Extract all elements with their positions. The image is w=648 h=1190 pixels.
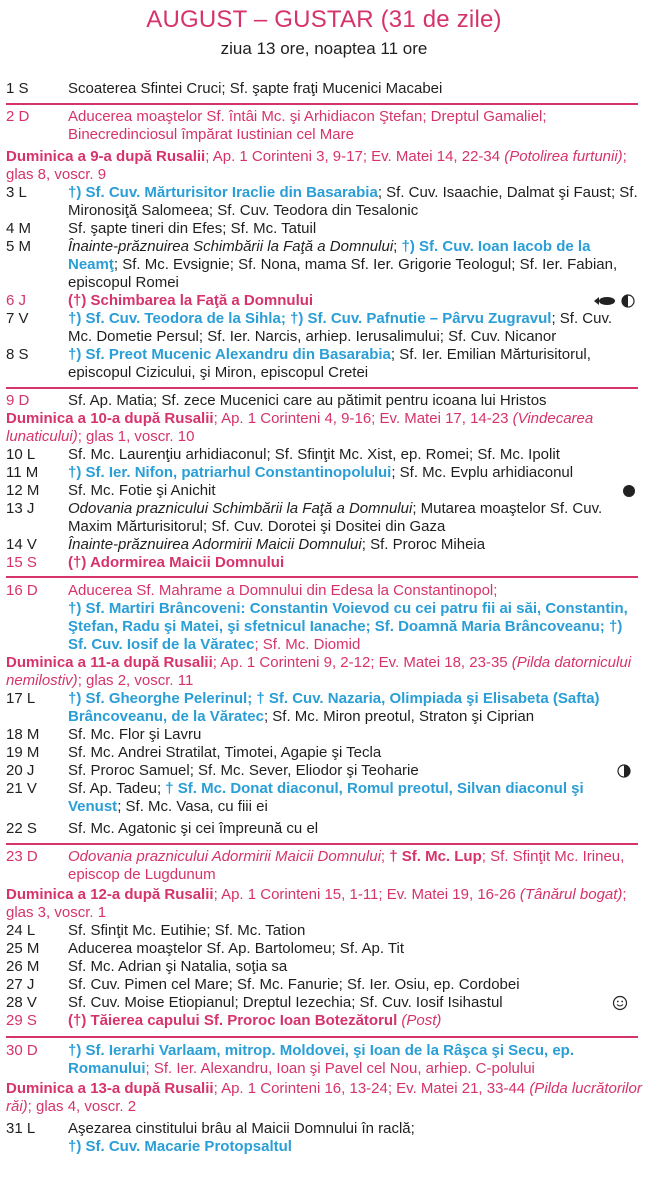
sunday-reading-10	[6, 410, 642, 446]
day-text: Sf. Sfinţit Mc. Eutihie; Sf. Mc. Tation	[68, 922, 306, 939]
day-text: ; Sf. Mc. Vasa, cu fiii ei	[117, 798, 268, 815]
sunday-title: Duminica a 11-a după Rusalii	[6, 654, 213, 671]
day-text: Sf. Mc. Andrei Stratilat, Timotei, Agapie şi Tecla	[68, 744, 382, 761]
week-separator	[6, 387, 638, 389]
sunday-tone: ; glas 3, voscr. 1	[6, 886, 627, 921]
day-text: Sf. şapte tineri din Efes; Sf. Mc. Tatuil	[68, 220, 317, 237]
day-number: 10 L	[6, 446, 36, 463]
day-number: 29 S	[6, 1012, 37, 1029]
sunday-readings: ; Ap. 1 Corinteni 15, 1-11; Ev. Matei 19, 16-26	[213, 886, 516, 903]
day-text-lead: Sf. Ap. Tadeu;	[68, 780, 166, 797]
day-number: 23 D	[6, 848, 38, 865]
feast-highlight: † Sf. Mc. Donat diaconul, Romul preotul, Silvan diaconul şi Venust	[68, 780, 584, 815]
day-text: ; Sf. Mc. Evsignie; Sf. Nona, mama Sf. Ier. Grigorie Teologul; Sf. Ier. Fabian, episcopul Romei	[68, 256, 618, 291]
sunday-title: Duminica a 13-a după Rusalii	[6, 1080, 214, 1097]
sunday-parable: (Pilda datornicului nemilostiv)	[6, 654, 632, 689]
sunday-readings: ; Ap. 1 Corinteni 16, 13-24; Ev. Matei 21, 33-44	[213, 1080, 526, 1097]
day-number: 28 V	[6, 994, 37, 1011]
sunday-title: Duminica a 10-a după Rusalii	[6, 410, 214, 427]
feast-highlight: †) Sf. Cuv. Teodora de la Sihla; †) Sf. Cuv. Pafnutie – Pârvu Zugravul	[68, 310, 552, 327]
sunday-parable: (Tânărul bogat)	[519, 886, 623, 903]
forefeast-text: Înainte-prăznuirea Adormirii Maicii Domnului	[68, 536, 362, 553]
day-text: Sf. Cuv. Moise Etiopianul; Dreptul Iezechia; Sf. Cuv. Iosif Isihastul	[68, 994, 503, 1011]
day-number: 16 D	[6, 582, 38, 599]
feast-highlight: †) Sf. Ierarhi Varlaam, mitrop. Moldovei, şi Ioan de la Râşca şi Secu, ep. Romanului	[68, 1042, 575, 1077]
feast-highlight: †) Sf. Cuv. Macarie Protopsaltul	[68, 1138, 292, 1155]
day-number: 11 M	[6, 464, 39, 481]
page-subtitle: ziua 13 ore, noaptea 11 ore	[220, 39, 428, 58]
day-number: 22 S	[6, 820, 37, 837]
sunday-reading-11	[6, 654, 642, 690]
great-feast: (†) Adormirea Maicii Domnului	[68, 554, 285, 571]
day-number: 20 J	[6, 762, 35, 779]
day-text: Sf. Mc. Agatonic şi cei împreună cu el	[68, 820, 319, 837]
day-number: 5 M	[6, 238, 32, 255]
smile-face-icon	[612, 995, 628, 1011]
day-text: ; Sf. Sfinţit Mc. Irineu, episcop de Lugdunum	[68, 848, 625, 883]
day-number: 15 S	[6, 554, 37, 571]
day-text: ; Mutarea moaştelor Sf. Cuv. Maxim Mărturisitorul; Sf. Cuv. Dorotei şi Dositei din Gaza	[68, 500, 603, 535]
fast-note: (Post)	[397, 1012, 442, 1029]
day-text: Aducerea Sf. Mahrame a Domnului din Edesa la Constantinopol;	[68, 582, 498, 599]
day-text: Sf. Ap. Matia; Sf. zece Mucenici care au pătimit pentru icoana lui Hristos	[68, 392, 547, 409]
week-separator	[6, 1036, 638, 1038]
day-number: 3 L	[6, 184, 27, 201]
day-number: 21 V	[6, 780, 37, 797]
leavetaking-text: Odovania praznicului Adormirii Maicii Domnului	[68, 848, 381, 865]
page-title: AUGUST – GUSTAR (31 de zile)	[146, 6, 502, 33]
feast-highlight: †) Sf. Preot Mucenic Alexandru din Basarabia	[68, 346, 391, 363]
day-text-tail: ; Sf. Mc. Diomid	[254, 636, 361, 653]
day-text: ; Sf. Ier. Alexandru, Ioan şi Pavel cel Nou, arhiep. C-polului	[145, 1060, 535, 1077]
day-number: 18 M	[6, 726, 40, 743]
sunday-parable: (Pilda lucrătorilor răi)	[6, 1080, 642, 1115]
day-number: 25 M	[6, 940, 40, 957]
week-separator	[6, 103, 638, 105]
last-quarter-moon-icon	[617, 764, 631, 778]
separator-text: ;	[393, 238, 402, 255]
sunday-title: Duminica a 9-a după Rusalii	[6, 148, 206, 165]
week-separator	[6, 576, 638, 578]
day-number: 24 L	[6, 922, 36, 939]
fish-icon	[592, 294, 618, 308]
feast-highlight: †) Sf. Gheorghe Pelerinul; † Sf. Cuv. Nazaria, Olimpiada şi Elisabeta (Safta) Brâncoveanu, de la Văratec	[68, 690, 600, 725]
day-text: ; Sf. Ier. Emilian Mărturisitorul, episcopul Cizicului, şi Miron, episcopul Cretei	[68, 346, 591, 381]
first-quarter-moon-icon	[621, 294, 635, 308]
day-text: Aducerea moaştelor Sf. întâi Mc. şi Arhidiacon Ştefan; Dreptul Gamaliel; Binecredinciosul împărat Iustinian cel Mare	[68, 108, 547, 143]
day-text: Sf. Mc. Fotie şi Anichit	[68, 482, 216, 499]
feast-highlight: †) Sf. Cuv. Mărturisitor Iraclie din Basarabia	[68, 184, 378, 201]
new-moon-icon	[622, 484, 636, 498]
sunday-readings: ; Ap. 1 Corinteni 4, 9-16; Ev. Matei 17, 14-23	[213, 410, 509, 427]
day-text: ; Sf. Proroc Miheia	[361, 536, 486, 553]
day-number: 26 M	[6, 958, 40, 975]
leavetaking-text: Odovania praznicului Schimbării la Faţă a Domnului	[68, 500, 413, 517]
day-text: Sf. Mc. Adrian şi Natalia, soţia sa	[68, 958, 288, 975]
sunday-tone: ; glas 4, voscr. 2	[27, 1098, 137, 1115]
sunday-reading-12	[6, 886, 642, 922]
day-number: 12 M	[6, 482, 40, 499]
day-text: Sf. Proroc Samuel; Sf. Mc. Sever, Eliodor şi Teoharie	[68, 762, 419, 779]
day-number: 31 L	[6, 1120, 36, 1137]
sunday-reading-9	[6, 148, 642, 184]
day-number: 19 M	[6, 744, 40, 761]
sunday-title: Duminica a 12-a după Rusalii	[6, 886, 214, 903]
day-text: ; Sf. Mc. Miron preotul, Straton şi Ciprian	[263, 708, 535, 725]
day-number: 27 J	[6, 976, 35, 993]
day-number: 9 D	[6, 392, 30, 409]
day-number: 14 V	[6, 536, 37, 553]
day-number: 2 D	[6, 108, 30, 125]
great-feast: (†) Tăierea capului Sf. Proroc Ioan Botezătorul	[68, 1012, 398, 1029]
day-text: Sf. Mc. Flor şi Lavru	[68, 726, 202, 743]
day-number: 6 J	[6, 292, 27, 309]
day-number: 17 L	[6, 690, 36, 707]
sunday-readings: ; Ap. 1 Corinteni 3, 9-17; Ev. Matei 14, 22-34	[205, 148, 501, 165]
day-number: 8 S	[6, 346, 29, 363]
day-text: ; Sf. Cuv. Mc. Dometie Persul; Sf. Ier. Narcis, arhiep. Ierusalimului; Sf. Cuv. Nicanor	[68, 310, 613, 345]
sunday-tone: ; glas 2, voscr. 11	[77, 672, 194, 689]
sunday-parable: (Vindecarea lunaticului)	[6, 410, 594, 445]
week-separator	[6, 843, 638, 845]
day-number: 1 S	[6, 80, 29, 97]
sunday-tone: ; glas 8, voscr. 9	[6, 148, 627, 183]
great-feast: (†) Schimbarea la Faţă a Domnului	[68, 292, 314, 309]
feast-highlight: †) Sf. Martiri Brâncoveni: Constantin Voievod cu cei patru fii ai săi, Constantin, Ştefan, Radu şi Matei, şi sfetnicul Ianache; Sf. Doamnă Maria Brâncoveanu; †) Sf. Cuv. Iosif de la Văratec	[68, 600, 628, 653]
day-text: Sf. Cuv. Pimen cel Mare; Sf. Mc. Fanurie; Sf. Ier. Osiu, ep. Cordobei	[68, 976, 520, 993]
day-number: 4 M	[6, 220, 32, 237]
separator-text: ;	[380, 848, 390, 865]
feast-highlight: †) Sf. Cuv. Ioan Iacob de la Neamţ	[68, 238, 591, 273]
feast-highlight: †) Sf. Ier. Nifon, patriarhul Constantinopolului	[68, 464, 392, 481]
day-number: 13 J	[6, 500, 35, 517]
day-text: Sf. Mc. Laurenţiu arhidiaconul; Sf. Sfinţit Mc. Xist, ep. Romei; Sf. Mc. Ipolit	[68, 446, 560, 463]
day-number: 7 V	[6, 310, 29, 327]
sunday-readings: ; Ap. 1 Corinteni 9, 2-12; Ev. Matei 18, 23-35	[212, 654, 508, 671]
sunday-reading-13	[6, 1080, 642, 1116]
day-text: ; Sf. Cuv. Isaachie, Dalmat şi Faust; Sf. Mironosiţă Salomeea; Sf. Cuv. Teodora din Tesalonic	[68, 184, 638, 219]
day-text: Aşezarea cinstitului brâu al Maicii Domnului în raclă;	[68, 1120, 415, 1137]
sunday-tone: ; glas 1, voscr. 10	[77, 428, 195, 445]
day-number: 30 D	[6, 1042, 38, 1059]
sunday-parable: (Potolirea furtunii)	[504, 148, 623, 165]
feast-highlight: † Sf. Mc. Lup	[389, 848, 482, 865]
day-text: Aducerea moaştelor Sf. Ap. Bartolomeu; Sf. Ap. Tit	[68, 940, 405, 957]
forefeast-text: Înainte-prăznuirea Schimbării la Faţă a Domnului	[68, 238, 394, 255]
day-text: Scoaterea Sfintei Cruci; Sf. şapte fraţi Mucenici Macabei	[68, 80, 443, 97]
day-text: ; Sf. Mc. Evplu arhidiaconul	[391, 464, 574, 481]
